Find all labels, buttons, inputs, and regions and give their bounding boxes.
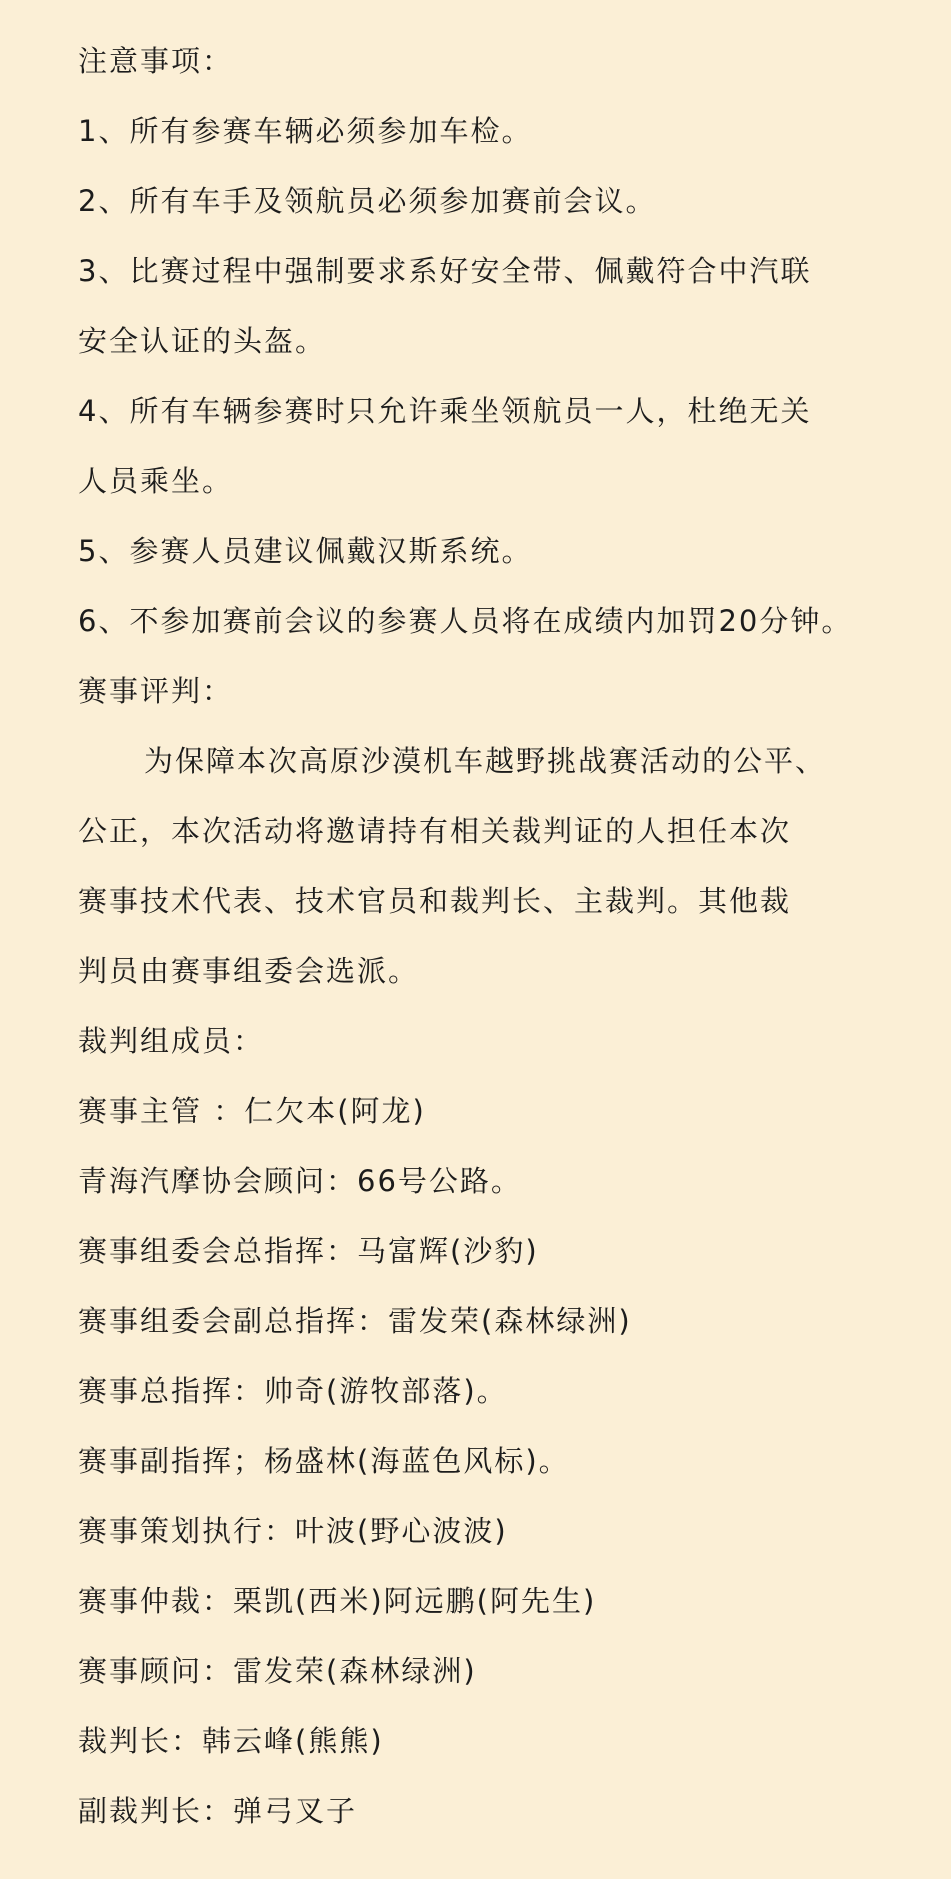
referees-heading: 裁判组成员： xyxy=(78,1024,265,1058)
referee-member: 赛事副指挥；杨盛林(海蓝色风标)。 xyxy=(78,1444,570,1478)
referee-member: 赛事策划执行：叶波(野心波波) xyxy=(78,1514,508,1548)
note-item-2: 2、所有车手及领航员必须参加赛前会议。 xyxy=(78,184,657,218)
note-item-4-continued: 人员乘坐。 xyxy=(78,464,234,498)
referee-member: 赛事主管 ：仁欠本(阿龙) xyxy=(78,1094,426,1128)
referee-member: 赛事总指挥：帅奇(游牧部落)。 xyxy=(78,1374,508,1408)
referee-member: 赛事组委会副总指挥：雷发荣(森林绿洲) xyxy=(78,1304,632,1338)
judging-paragraph-line: 赛事技术代表、技术官员和裁判长、主裁判。其他裁 xyxy=(78,884,792,918)
judging-paragraph-line: 为保障本次高原沙漠机车越野挑战赛活动的公平、 xyxy=(144,744,827,778)
note-item-1: 1、所有参赛车辆必须参加车检。 xyxy=(78,114,533,148)
referee-member: 青海汽摩协会顾问：66号公路。 xyxy=(78,1164,522,1198)
referee-member: 赛事仲裁：栗凯(西米)阿远鹏(阿先生) xyxy=(78,1584,597,1618)
note-item-6: 6、不参加赛前会议的参赛人员将在成绩内加罚20分钟。 xyxy=(78,604,853,638)
note-item-4: 4、所有车辆参赛时只允许乘坐领航员一人，杜绝无关 xyxy=(78,394,812,428)
referee-member: 裁判长：韩云峰(熊熊) xyxy=(78,1724,384,1758)
judging-paragraph-line: 判员由赛事组委会选派。 xyxy=(78,954,420,988)
note-item-3-continued: 安全认证的头盔。 xyxy=(78,324,327,358)
referee-member: 赛事组委会总指挥：马富辉(沙豹) xyxy=(78,1234,539,1268)
referee-member: 副裁判长：弹弓叉子 xyxy=(78,1794,358,1828)
notes-heading: 注意事项： xyxy=(78,44,234,78)
referee-member: 赛事顾问：雷发荣(森林绿洲) xyxy=(78,1654,477,1688)
note-item-3: 3、比赛过程中强制要求系好安全带、佩戴符合中汽联 xyxy=(78,254,812,288)
note-item-5: 5、参赛人员建议佩戴汉斯系统。 xyxy=(78,534,533,568)
judging-heading: 赛事评判： xyxy=(78,674,234,708)
judging-paragraph-line: 公正，本次活动将邀请持有相关裁判证的人担任本次 xyxy=(78,814,792,848)
